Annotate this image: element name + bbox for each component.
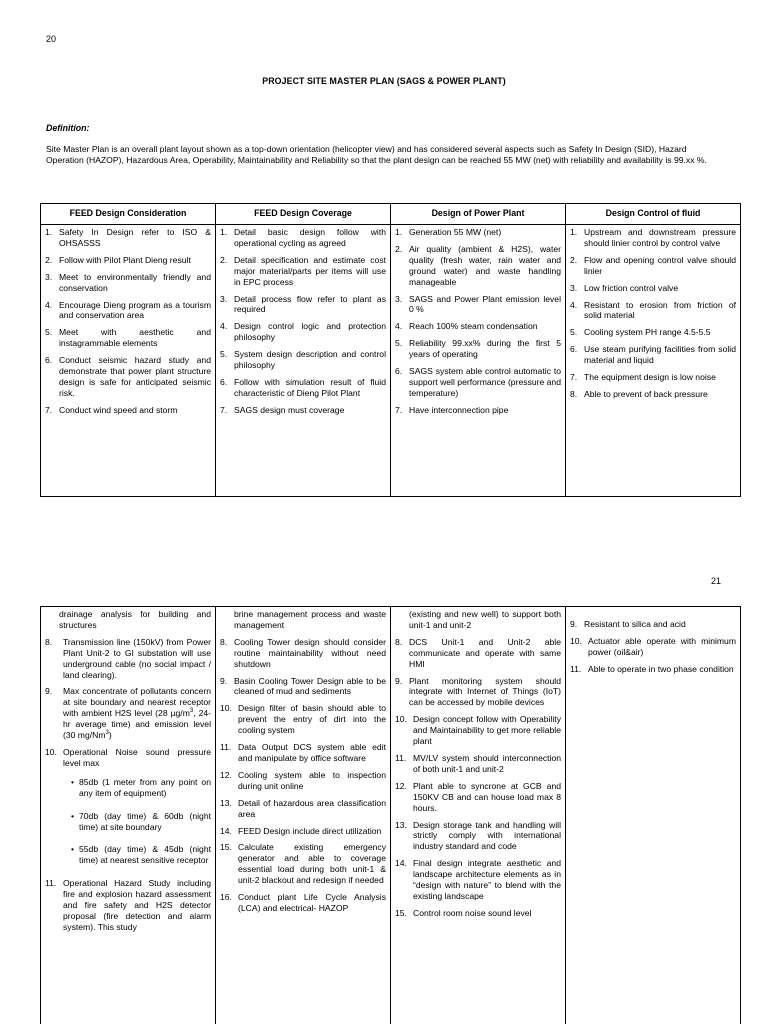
definition-heading: Definition: <box>46 123 90 133</box>
document-title: PROJECT SITE MASTER PLAN (SAGS & POWER PLANT) <box>262 76 506 86</box>
list-item: 3. Detail process flow refer to plant as required <box>220 293 386 315</box>
list-item: 7. SAGS design must coverage <box>220 404 345 415</box>
list-item: 3. Low friction control valve <box>570 282 679 293</box>
list-item: 10. Design filter of basin should able to prevent the entry of dirt into the cooling system <box>220 703 386 736</box>
list-item: 14. Final design integrate aesthetic and landscape architecture elements as in “design with nature” to blend with the existing landscape <box>395 858 561 901</box>
table-header-row <box>41 204 741 225</box>
list-item: 2. Air quality (ambient & H2S), water quality (fresh water, rain water and ground water) and waste handling manageable <box>395 243 561 287</box>
list-item: 15. Calculate existing emergency generator and able to coverage essential load during both unit-1 & unit-2 blackout and redesign if needed <box>220 842 386 886</box>
list-item: 9. Resistant to silica and acid <box>570 619 686 629</box>
list-item: 11. MV/LV system should interconnection of both unit-1 and unit-2 <box>395 752 561 774</box>
list-item: 13. Detail of hazardous area classification area <box>220 797 386 819</box>
definition-text: Site Master Plan is an overall plant layout shown as a top-down orientation (helicopter view) and has considered several aspects such as Safety In Design (SID), Hazard Operation (HAZOP), Hazardous Area, Operability, Maintainability and Reliability so that the plant design can be reached 55 MW (net) with reliability and availability is 99.xx %. <box>46 144 707 166</box>
list-item: brine management process and waste management <box>234 609 386 630</box>
list-item: 5. System design description and control philosophy <box>220 349 386 371</box>
bullet-item: • 85db (1 meter from any point on any item of equipment) <box>71 777 211 799</box>
list-item: 6. Use steam purifying facilities from solid material and liquid <box>570 344 736 366</box>
col-feed-design-coverage-cont <box>216 607 391 1024</box>
list-item: 6. Conduct seismic hazard study and demonstrate that power plant structure design is safe for anticipated seismic risk. <box>45 355 211 398</box>
list-item: 16. Conduct plant Life Cycle Analysis (LCA) and electrical- HAZOP <box>220 892 386 913</box>
list-item: 8. Cooling Tower design should consider routine maintainability without need shutdown <box>220 636 386 669</box>
list-item: 9. Max concentrate of pollutants concern at site boundary and nearest receptor with ambient H2S level (28 $\mu g/m^3$, 24-hr average time) and emission level (30 mg/Nm$^3$) <box>45 686 211 741</box>
list-item: 8. Transmission line (150kV) from Power Plant Unit-2 to GI substation will use underground cable (no social impact / land clearing). <box>45 636 211 680</box>
list-item: 4. Resistant to erosion from friction of solid material <box>570 299 736 321</box>
list-item: 4. Reach 100% steam condensation <box>395 321 538 332</box>
list-item: 11. Data Output DCS system able edit and manipulate by office software <box>220 742 386 763</box>
list-item: 10. Design concept follow with Operability and Maintainability to get more reliable plant <box>395 714 561 747</box>
list-item: 8. DCS Unit-1 and Unit-2 able communicate and operate with same HMI <box>395 636 561 669</box>
noise-level-bullets <box>63 777 211 866</box>
design-table-part-1 <box>40 203 741 497</box>
list-item: (existing and new well) to support both unit-1 and unit-2 <box>409 609 561 630</box>
header-feed-design-coverage: FEED Design Coverage <box>216 204 391 225</box>
list-item: 4. Encourage Dieng program as a tourism and conservation area <box>45 299 211 321</box>
list-item: 7. Have interconnection pipe <box>395 404 509 415</box>
list-item: 9. Basin Cooling Tower Design able to be cleaned of mud and sediments <box>220 675 386 697</box>
list-item: 3. Meet to environmentally friendly and conservation <box>45 271 211 293</box>
col-feed-design-consideration <box>41 225 216 497</box>
col-design-of-power-plant <box>391 225 566 497</box>
list-item: 6. Follow with simulation result of fluid characteristic of Dieng Pilot Plant <box>220 376 386 398</box>
list-item: 7. The equipment design is low noise <box>570 372 716 383</box>
list-item: 2. Detail specification and estimate cost major material/parts per items will use in EPC process <box>220 254 386 287</box>
design-table-part-2 <box>40 606 741 1024</box>
list-item: 12. Cooling system able to inspection during unit online <box>220 769 386 791</box>
list-item: 1. Safety In Design refer to ISO & OHSASSS <box>45 227 211 248</box>
header-design-of-power-plant: Design of Power Plant <box>391 204 566 225</box>
col-design-control-of-fluid <box>566 225 741 497</box>
col-design-of-power-plant-cont <box>391 607 566 1024</box>
col-feed-design-consideration-cont <box>41 607 216 1024</box>
list-item: 1. Upstream and downstream pressure should linier control by control valve <box>570 227 736 248</box>
list-item: 5. Cooling system PH range 4.5-5.5 <box>570 327 711 338</box>
page-number-2: 21 <box>711 576 722 586</box>
list-item: 11. Operational Hazard Study including fire and explosion hazard assessment and fire safety and H2S detector proposal (fire detection and alarm system). This study <box>45 878 211 932</box>
list-item: 6. SAGS system able control automatic to support well performance (pressure and temperature) <box>395 366 561 398</box>
list-item: 2. Flow and opening control valve should linier <box>570 254 736 276</box>
list-item: 2. Follow with Pilot Plant Dieng result <box>45 254 191 265</box>
list-item: 7. Conduct wind speed and storm <box>45 404 178 415</box>
page-number: 20 <box>46 34 57 44</box>
bullet-item: • 70db (day time) & 60db (night time) at site boundary <box>71 811 211 833</box>
list-item: 1. Generation 55 MW (net) <box>395 227 502 237</box>
list-item: 12. Plant able to syncrone at GCB and 150KV CB and can house load max 8 hours. <box>395 780 561 813</box>
col-feed-design-coverage <box>216 225 391 497</box>
list-item: 14. FEED Design include direct utilization <box>220 825 382 836</box>
list-item: 1. Detail basic design follow with operational cycling as agreed <box>220 227 386 248</box>
list-item: 4. Design control logic and protection philosophy <box>220 321 386 343</box>
list-item: 15. Control room noise sound level <box>395 907 532 918</box>
list-item: drainage analysis for building and structures <box>59 609 211 630</box>
list-item: 5. Reliability 99.xx% during the first 5 years of operating <box>395 338 561 360</box>
col-design-control-of-fluid-cont <box>566 607 741 1024</box>
list-item: 10. Actuator able operate with minimum power (oil&air) <box>570 635 736 657</box>
list-item: 13. Design storage tank and handling will strictly comply with international industry standard and code <box>395 819 561 852</box>
header-feed-design-consideration: FEED Design Consideration <box>41 204 216 225</box>
table-body-row <box>41 607 741 1024</box>
header-design-control-of-fluid: Design Control of fluid <box>566 204 741 225</box>
bullet-item: • 55db (day time) & 45db (night time) at nearest sensitive receptor <box>71 844 211 866</box>
list-item: 10. Operational Noise sound pressure level max • 85db (1 meter from any point on any item of equipment) • 70db (day time) & 60db (night time) at site boundary • 55db (day time) & 45db (night time) at nearest sensitive receptor <box>45 747 211 866</box>
list-item: 3. SAGS and Power Plant emission level 0 % <box>395 293 561 315</box>
list-item: 8. Able to prevent of back pressure <box>570 388 708 399</box>
list-item: 11. Able to operate in two phase condition <box>570 663 734 674</box>
list-item: 5. Meet with aesthetic and instagrammable elements <box>45 327 211 349</box>
table-body-row <box>41 225 741 497</box>
list-item: 9. Plant monitoring system should integrate with Internet of Things (IoT) can be accessed by mobile devices <box>395 675 561 708</box>
